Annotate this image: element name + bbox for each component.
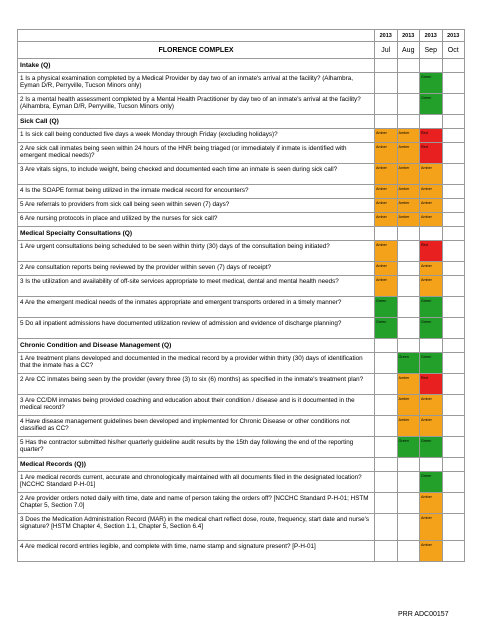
status-cell-empty: [442, 213, 465, 227]
status-cell-empty: [375, 353, 398, 374]
status-cell-amber: Amber: [375, 185, 398, 199]
question-row: [18, 514, 465, 541]
status-cell-empty: [375, 472, 398, 493]
question-text: 2 Are consultation reports being reviewed by the provider within seven (7) days of receipt?: [18, 262, 375, 276]
question-row: [18, 73, 465, 94]
question-text: 4 Is the SOAPE format being utilized in the inmate medical record for encounters?: [18, 185, 375, 199]
question-row: [18, 241, 465, 262]
question-row: [18, 143, 465, 164]
blank-header-cell: [18, 30, 375, 42]
section-title: Sick Call (Q): [18, 115, 375, 129]
question-text: 5 Has the contractor submitted his/her quarterly guideline audit results by the 15th day following the end of the reporting quarter?: [18, 437, 375, 458]
status-cell-empty: [397, 241, 420, 262]
year-cell: 2013: [375, 30, 398, 42]
question-text: 2 Are sick call inmates being seen within 24 hours of the HNR being triaged (or immediately if inmate is identified with emergent medical needs)?: [18, 143, 375, 164]
empty-cell: [375, 227, 398, 241]
question-text: 1 Are treatment plans developed and documented in the medical record by a provider within thirty (30) days of identification that the inmate has a CC?: [18, 353, 375, 374]
status-cell-red: Red: [420, 143, 443, 164]
status-cell-amber: Amber: [420, 199, 443, 213]
status-cell-green: Green: [420, 437, 443, 458]
status-cell-empty: [442, 395, 465, 416]
status-cell-green: Green: [397, 353, 420, 374]
question-row: [18, 276, 465, 297]
empty-cell: [442, 59, 465, 73]
status-cell-empty: [397, 297, 420, 318]
question-row: [18, 297, 465, 318]
status-cell-amber: Amber: [397, 416, 420, 437]
question-row: [18, 353, 465, 374]
status-cell-green: Green: [420, 318, 443, 339]
status-cell-amber: Amber: [420, 541, 443, 562]
status-cell-amber: Amber: [420, 213, 443, 227]
status-cell-amber: Amber: [375, 213, 398, 227]
empty-cell: [442, 227, 465, 241]
status-cell-empty: [442, 514, 465, 541]
status-cell-amber: Amber: [420, 262, 443, 276]
status-cell-empty: [375, 73, 398, 94]
question-row: [18, 541, 465, 562]
section-title: Medical Specialty Consultations (Q): [18, 227, 375, 241]
section-title: Chronic Condition and Disease Management (Q): [18, 339, 375, 353]
compliance-table: [17, 29, 465, 562]
section-header-row: [18, 59, 465, 73]
question-row: [18, 395, 465, 416]
status-cell-empty: [442, 472, 465, 493]
empty-cell: [442, 115, 465, 129]
question-row: [18, 437, 465, 458]
empty-cell: [375, 59, 398, 73]
status-cell-amber: Amber: [375, 199, 398, 213]
question-row: [18, 94, 465, 115]
empty-cell: [397, 458, 420, 472]
question-row: [18, 213, 465, 227]
status-cell-amber: Amber: [420, 416, 443, 437]
question-row: [18, 185, 465, 199]
question-text: 2 Are CC inmates being seen by the provider (every three (3) to six (6) months) as specified in the inmate's treatment plan?: [18, 374, 375, 395]
section-header-row: [18, 458, 465, 472]
status-cell-green: Green: [397, 437, 420, 458]
empty-cell: [375, 115, 398, 129]
question-text: 1 Is sick call being conducted five days a week Monday through Friday (excluding holidays)?: [18, 129, 375, 143]
year-cell: 2013: [442, 30, 465, 42]
status-cell-amber: Amber: [420, 514, 443, 541]
status-cell-amber: Amber: [397, 213, 420, 227]
status-cell-empty: [442, 353, 465, 374]
status-cell-empty: [442, 241, 465, 262]
document-id: PRR ADC00157: [398, 611, 449, 618]
status-cell-empty: [442, 164, 465, 185]
question-text: 5 Are referrals to providers from sick call being seen within seven (7) days?: [18, 199, 375, 213]
status-cell-empty: [442, 437, 465, 458]
empty-cell: [375, 458, 398, 472]
status-cell-empty: [397, 94, 420, 115]
status-cell-green: Green: [420, 297, 443, 318]
empty-cell: [420, 115, 443, 129]
status-cell-empty: [442, 94, 465, 115]
empty-cell: [420, 59, 443, 73]
question-row: [18, 416, 465, 437]
question-row: [18, 129, 465, 143]
question-text: 1 Are urgent consultations being scheduled to be seen within thirty (30) days of the consultation being initiated?: [18, 241, 375, 262]
status-cell-green: Green: [420, 472, 443, 493]
status-cell-amber: Amber: [420, 164, 443, 185]
compliance-sheet: [17, 29, 465, 562]
status-cell-amber: Amber: [397, 129, 420, 143]
status-cell-amber: Amber: [397, 164, 420, 185]
status-cell-empty: [397, 276, 420, 297]
status-cell-empty: [442, 73, 465, 94]
question-text: 3 Does the Medication Administration Record (MAR) in the medical chart reflect dose, route, frequency, start date and nurse's signature? [HSTM Chapter 4, Section 1.1, Chapter 5, Section 6.4]: [18, 514, 375, 541]
status-cell-red: Red: [420, 374, 443, 395]
status-cell-amber: Amber: [375, 129, 398, 143]
status-cell-amber: Amber: [420, 493, 443, 514]
status-cell-amber: Amber: [397, 143, 420, 164]
status-cell-empty: [397, 541, 420, 562]
question-text: 4 Are the emergent medical needs of the inmates appropriate and emergent transports ordered in a timely manner?: [18, 297, 375, 318]
question-row: [18, 199, 465, 213]
empty-cell: [420, 227, 443, 241]
status-cell-amber: Amber: [375, 262, 398, 276]
status-cell-empty: [375, 94, 398, 115]
question-text: 2 Is a mental health assessment completed by a Mental Health Practitioner by day two of an inmate's arrival at the facility? (Alhambra, Eyman D/R, Perryville, Tucson Minors only): [18, 94, 375, 115]
section-title: Intake (Q): [18, 59, 375, 73]
section-header-row: [18, 227, 465, 241]
question-text: 3 Are vitals signs, to include weight, being checked and documented each time an inmate is seen during sick call?: [18, 164, 375, 185]
question-text: 6 Are nursing protocols in place and utilized by the nurses for sick call?: [18, 213, 375, 227]
question-row: [18, 374, 465, 395]
month-cell: Jul: [375, 42, 398, 59]
status-cell-empty: [375, 374, 398, 395]
page-title: FLORENCE COMPLEX: [18, 42, 375, 59]
month-cell: Sep: [420, 42, 443, 59]
status-cell-amber: Amber: [375, 164, 398, 185]
status-cell-amber: Amber: [420, 395, 443, 416]
status-cell-green: Green: [420, 73, 443, 94]
status-cell-empty: [442, 276, 465, 297]
status-cell-amber: Amber: [397, 185, 420, 199]
status-cell-empty: [442, 416, 465, 437]
question-text: 3 Are CC/DM inmates being provided coaching and education about their condition / disease and is it documented in the medical record?: [18, 395, 375, 416]
empty-cell: [397, 59, 420, 73]
empty-cell: [397, 227, 420, 241]
status-cell-empty: [375, 541, 398, 562]
status-cell-empty: [375, 416, 398, 437]
question-text: 3 Is the utilization and availability of off-site services appropriate to meet medical, dental and mental health needs?: [18, 276, 375, 297]
question-row: [18, 472, 465, 493]
question-row: [18, 164, 465, 185]
empty-cell: [420, 458, 443, 472]
section-title: Medical Records (Q)): [18, 458, 375, 472]
year-cell: 2013: [397, 30, 420, 42]
month-cell: Aug: [397, 42, 420, 59]
status-cell-amber: Amber: [375, 241, 398, 262]
status-cell-amber: Amber: [420, 185, 443, 199]
status-cell-empty: [442, 199, 465, 213]
empty-cell: [397, 339, 420, 353]
status-cell-green: Green: [375, 318, 398, 339]
status-cell-empty: [375, 514, 398, 541]
status-cell-empty: [442, 262, 465, 276]
status-cell-red: Red: [420, 241, 443, 262]
status-cell-empty: [442, 129, 465, 143]
status-cell-red: Red: [420, 129, 443, 143]
question-text: 4 Are medical record entries legible, and complete with time, name stamp and signature present? [P-H-01]: [18, 541, 375, 562]
question-row: [18, 318, 465, 339]
status-cell-green: Green: [420, 94, 443, 115]
month-cell: Oct: [442, 42, 465, 59]
empty-cell: [442, 339, 465, 353]
empty-cell: [420, 339, 443, 353]
status-cell-green: Green: [375, 297, 398, 318]
question-row: [18, 493, 465, 514]
question-text: 1 Is a physical examination completed by a Medical Provider by day two of an inmate's arrival at the facility? (Alhambra, Eyman D/R, Perryville, Tucson Minors only): [18, 73, 375, 94]
status-cell-empty: [442, 297, 465, 318]
question-text: 2 Are provider orders noted daily with time, date and name of person taking the orders off? [NCCHC Standard P-H-01; HSTM Chapter 5, Section 7.0]: [18, 493, 375, 514]
status-cell-amber: Amber: [397, 395, 420, 416]
status-cell-empty: [442, 541, 465, 562]
status-cell-amber: Amber: [397, 374, 420, 395]
year-header-row: [18, 30, 465, 42]
empty-cell: [397, 115, 420, 129]
status-cell-amber: Amber: [397, 199, 420, 213]
question-text: 4 Have disease management guidelines been developed and implemented for Chronic Disease or other conditions not classified as CC?: [18, 416, 375, 437]
status-cell-empty: [397, 514, 420, 541]
status-cell-amber: Amber: [420, 276, 443, 297]
status-cell-empty: [375, 437, 398, 458]
status-cell-empty: [397, 73, 420, 94]
status-cell-green: Green: [420, 353, 443, 374]
status-cell-empty: [397, 493, 420, 514]
empty-cell: [375, 339, 398, 353]
status-cell-empty: [375, 395, 398, 416]
status-cell-amber: Amber: [375, 143, 398, 164]
status-cell-empty: [442, 374, 465, 395]
status-cell-empty: [375, 493, 398, 514]
question-text: 1 Are medical records current, accurate and chronologically maintained with all documents filed in the designated location? [NCCHC Standard P-H-01]: [18, 472, 375, 493]
status-cell-amber: Amber: [375, 276, 398, 297]
question-text: 5 Do all inpatient admissions have documented utilization review of admission and evidence of discharge planning?: [18, 318, 375, 339]
status-cell-empty: [442, 185, 465, 199]
section-header-row: [18, 115, 465, 129]
status-cell-empty: [442, 493, 465, 514]
empty-cell: [442, 458, 465, 472]
status-cell-empty: [442, 143, 465, 164]
status-cell-empty: [442, 318, 465, 339]
status-cell-empty: [397, 318, 420, 339]
year-cell: 2013: [420, 30, 443, 42]
status-cell-empty: [397, 472, 420, 493]
status-cell-empty: [397, 262, 420, 276]
title-row: [18, 42, 465, 59]
section-header-row: [18, 339, 465, 353]
question-row: [18, 262, 465, 276]
